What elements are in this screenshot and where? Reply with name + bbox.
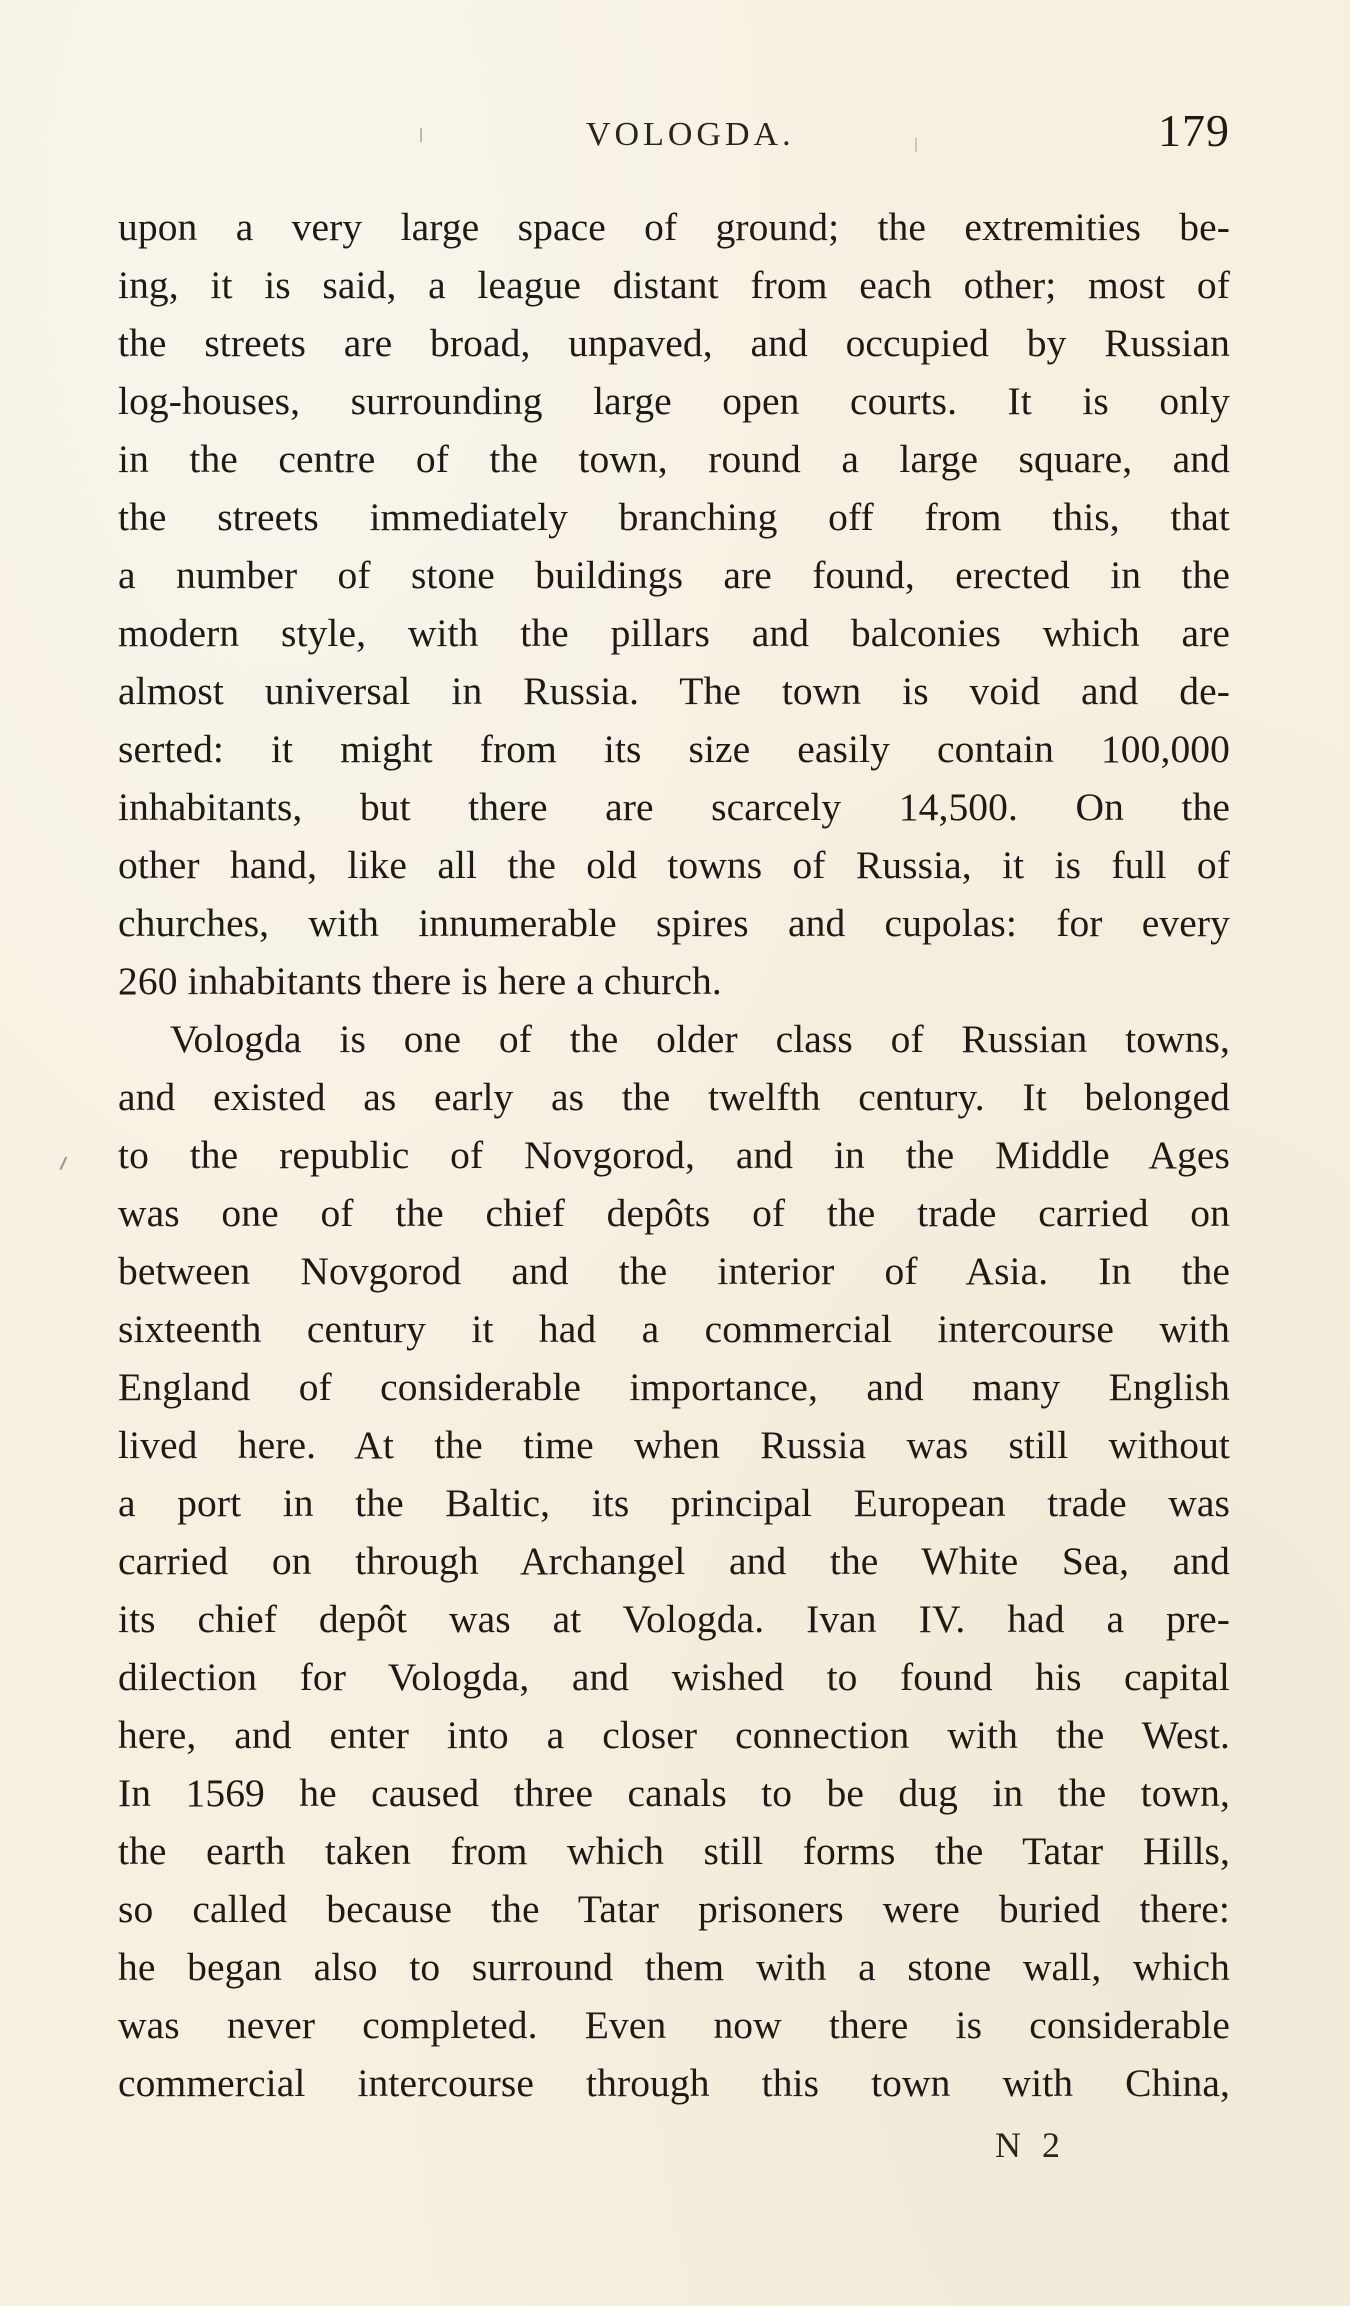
text-line: sixteenth century it had a commercial intercourse with (118, 1307, 1230, 1351)
text-line: so called because the Tatar prisoners were buried there: (118, 1887, 1230, 1931)
page-number: 179 (1158, 105, 1230, 156)
margin-mark (60, 1157, 75, 1174)
text-line: in the centre of the town, round a large square, and (118, 437, 1230, 481)
text-line: was one of the chief depôts of the trade carried on (118, 1191, 1230, 1235)
text-line: inhabitants, but there are scarcely 14,500. On the (118, 785, 1230, 829)
text-line: a port in the Baltic, its principal European trade was (118, 1481, 1230, 1525)
text-line: dilection for Vologda, and wished to found his capital (118, 1655, 1230, 1699)
text-line: its chief depôt was at Vologda. Ivan IV. had a pre- (118, 1597, 1230, 1641)
text-line: upon a very large space of ground; the extremities be- (118, 205, 1230, 249)
text-line: modern style, with the pillars and balconies which are (118, 611, 1230, 655)
body-text (118, 198, 1230, 2112)
text-line: carried on through Archangel and the White Sea, and (118, 1539, 1230, 1583)
text-line: to the republic of Novgorod, and in the Middle Ages (118, 1133, 1230, 1177)
text-line: lived here. At the time when Russia was still without (118, 1423, 1230, 1467)
text-line: churches, with innumerable spires and cupolas: for every (118, 901, 1230, 945)
text-line: here, and enter into a closer connection with the West. (118, 1713, 1230, 1757)
text-line: the earth taken from which still forms the Tatar Hills, (118, 1829, 1230, 1873)
paragraph-start-line: Vologda is one of the older class of Russian towns, (170, 1017, 1230, 1061)
text-line: the streets are broad, unpaved, and occupied by Russian (118, 321, 1230, 365)
text-line: log-houses, surrounding large open courts. It is only (118, 379, 1230, 423)
text-line: ing, it is said, a league distant from each other; most of (118, 263, 1230, 307)
text-line: between Novgorod and the interior of Asia. In the (118, 1249, 1230, 1293)
text-line: serted: it might from its size easily contain 100,000 (118, 727, 1230, 771)
text-line: and existed as early as the twelfth century. It belonged (118, 1075, 1230, 1119)
text-line: England of considerable importance, and many English (118, 1365, 1230, 1409)
text-line: commercial intercourse through this town with China, (118, 2061, 1230, 2105)
text-line: was never completed. Even now there is considerable (118, 2003, 1230, 2047)
text-line: he began also to surround them with a stone wall, which (118, 1945, 1230, 1989)
signature-mark: N 2 (995, 2125, 1066, 2165)
text-line: the streets immediately branching off from this, that (118, 495, 1230, 539)
text-line: a number of stone buildings are found, erected in the (118, 553, 1230, 597)
paragraph-end-line: 260 inhabitants there is here a church. (118, 959, 722, 1003)
text-line: almost universal in Russia. The town is void and de- (118, 669, 1230, 713)
running-head: VOLOGDA. (586, 116, 795, 153)
text-line: In 1569 he caused three canals to be dug in the town, (118, 1771, 1230, 1815)
page-header (118, 104, 1230, 164)
text-line: other hand, like all the old towns of Russia, it is full of (118, 843, 1230, 887)
